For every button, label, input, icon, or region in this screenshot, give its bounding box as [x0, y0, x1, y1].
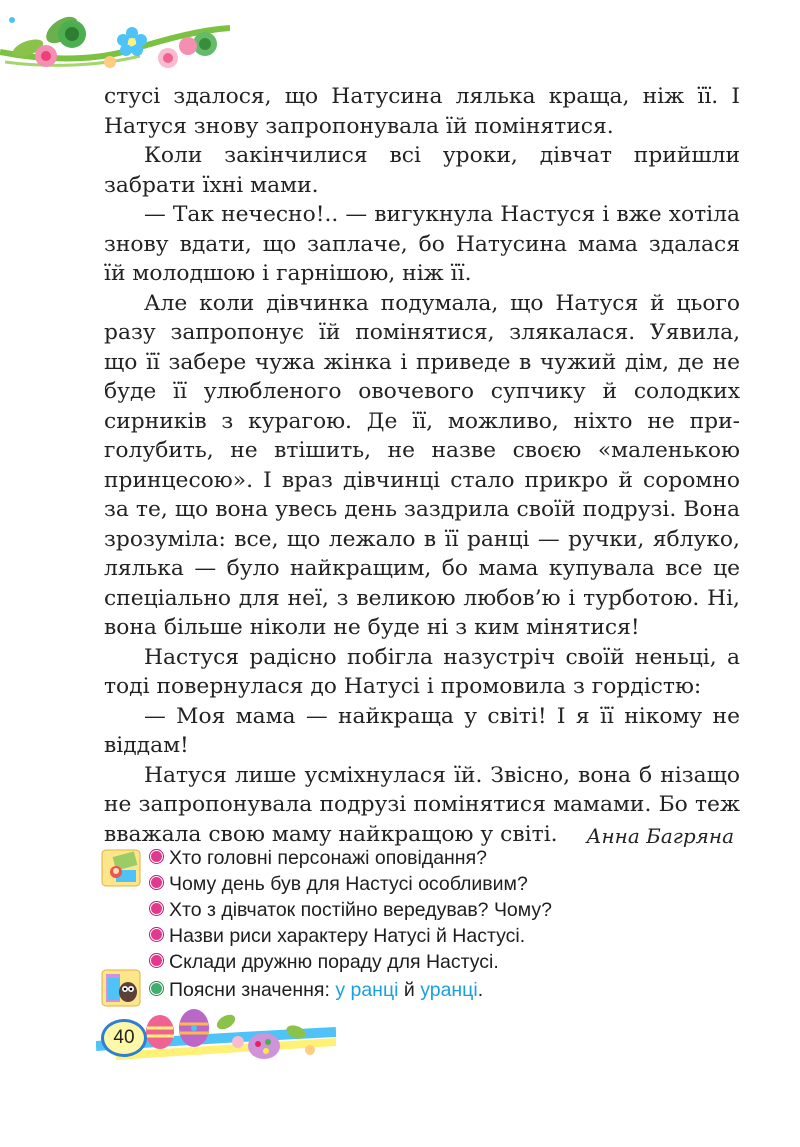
- bullet-icon: [150, 928, 163, 941]
- vocabulary-task: Поясни значення: у ранці й уранці.: [150, 977, 483, 1003]
- story-paragraph: Коли закінчилися всі уроки, дівчат прийшли забрати їхні мами.: [104, 143, 740, 198]
- story-paragraph: стусі здалося, що Натусина лялька краща, ніж її. І Натуся знову запропонувала їй помінятися.: [104, 84, 740, 139]
- question-item: Хто з дівчаток постійно вередував? Чому?: [150, 897, 552, 923]
- story-author: Анна Багряна: [586, 824, 734, 848]
- story-paragraph: Але коли дівчинка подумала, що Натуся й цього разу запропонує їй помінятися, злякалася. Уявила, що її забере чужа жінка і приведе в чужий дім, де не буде її улюбленого овочевого супчику й солодких сирників з курагою. Де її, можливо, ніхто не приголубить, не втішить, не назве своєю «маленькою принцесою». І враз дівчинці стало прикро й соромно за те, що вона увесь день заздрила своїй подрузі. Вона зрозуміла: все, що лежало в її ранці — ручки, яблуко, лялька — було найкращим, бо мама купувала все це спеціально для неї, з великою любов’ю і турботою. Ні, вона більше ніколи не буде ні з ким мінятися!: [104, 290, 740, 640]
- story-paragraph: — Так нечесно!.. — вигукнула Настуся і вже хотіла знову вдати, що заплаче, бо Натусина мама здалася їй молодшою і гарнішою, ніж її.: [104, 202, 740, 286]
- bullet-icon: [150, 876, 163, 889]
- question-item: Склади дружню пораду для Настусі.: [150, 949, 499, 975]
- bullet-icon: [150, 954, 163, 967]
- bullet-icon: [150, 902, 163, 915]
- bullet-icon: [150, 850, 163, 863]
- page-number: 40: [101, 1019, 147, 1057]
- highlighted-word: уранці: [420, 979, 478, 1001]
- highlighted-word: у ранці: [335, 979, 399, 1001]
- question-item: Назви риси характеру Натусі й Настусі.: [150, 923, 525, 949]
- floral-garland-decoration: [0, 0, 230, 82]
- questions-icon: [100, 846, 144, 890]
- bullet-icon: [150, 982, 163, 995]
- story-paragraph: Натуся лише усміхнулася їй. Звісно, вона б нізащо не запропонувала подрузі помінятися мамами. Бо теж вважала свою маму найкращою у світі.: [104, 762, 740, 847]
- story-paragraph: — Моя мама — найкраща у світі! І я її нікому не віддам!: [104, 703, 740, 758]
- question-item: Хто головні персонажі оповідання?: [150, 845, 487, 871]
- story-text: [104, 82, 740, 849]
- story-paragraph: Настуся радісно побігла назустріч своїй неньці, а тоді повернулася до Натусі і промовила з гордістю:: [104, 644, 740, 699]
- question-item: Чому день був для Настусі особливим?: [150, 871, 528, 897]
